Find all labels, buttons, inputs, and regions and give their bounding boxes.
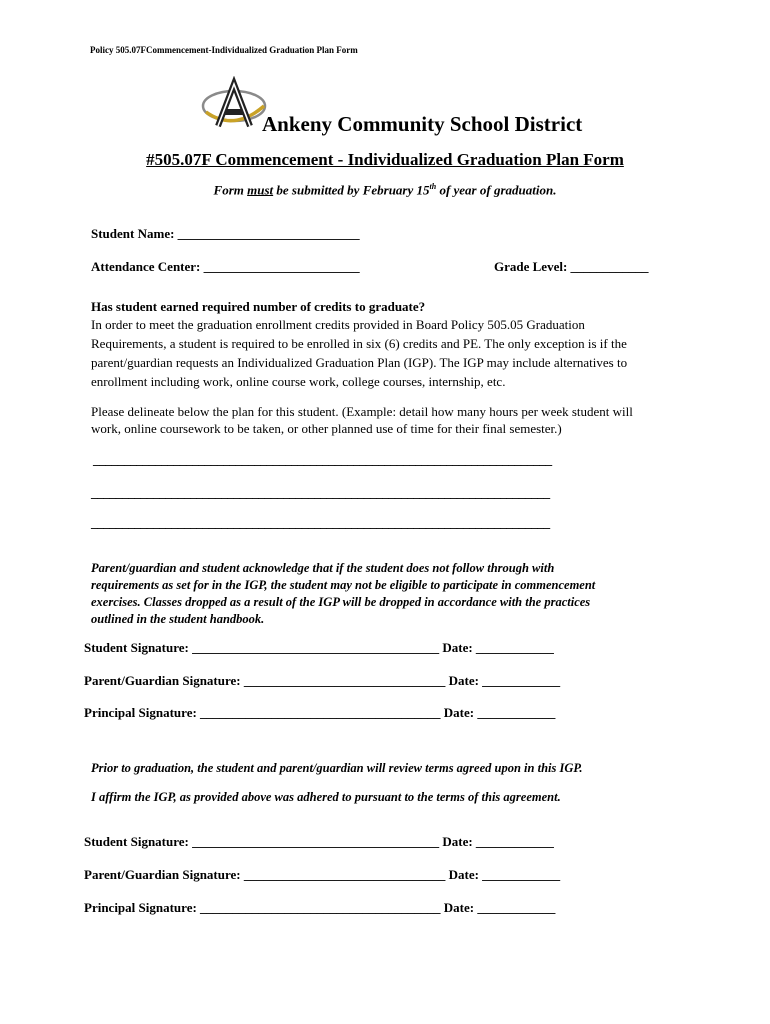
- plan-entry-line[interactable]: __________________________________________________________________________: [91, 485, 550, 500]
- deadline-note: Form must be submitted by February 15th of year of graduation.: [213, 182, 557, 198]
- delineate-instructions-line: Please delineate below the plan for this student. (Example: detail how many hours per week student will: [91, 404, 633, 419]
- district-name: Ankeny Community School District: [262, 112, 583, 136]
- grade-level-field[interactable]: Grade Level: ____________: [494, 259, 649, 274]
- review-statement: Prior to graduation, the student and parent/guardian will review terms agreed upon in this IGP.: [91, 761, 583, 775]
- parent-signature-field[interactable]: Parent/Guardian Signature: _______________________________ Date: ____________: [84, 867, 561, 882]
- acknowledgement-line: Parent/guardian and student acknowledge that if the student does not follow through with: [91, 561, 555, 575]
- plan-entry-line[interactable]: __________________________________________________________________________: [93, 452, 552, 467]
- student-signature-field[interactable]: Student Signature: ______________________________________ Date: ____________: [84, 834, 554, 849]
- district-logo: [200, 76, 268, 134]
- principal-signature-field[interactable]: Principal Signature: _____________________________________ Date: ____________: [84, 705, 556, 720]
- parent-signature-field[interactable]: Parent/Guardian Signature: _______________________________ Date: ____________: [84, 673, 561, 688]
- delineate-instructions-line: work, online coursework to be taken, or other planned use of time for their final semester.): [91, 421, 562, 436]
- credits-paragraph-line: Requirements, a student is required to be enrolled in six (6) credits and PE. The only exception is if the: [91, 336, 627, 351]
- attendance-center-field[interactable]: Attendance Center: ________________________: [91, 259, 360, 274]
- credits-paragraph-line: In order to meet the graduation enrollment credits provided in Board Policy 505.05 Graduation: [91, 317, 585, 332]
- principal-signature-field[interactable]: Principal Signature: _____________________________________ Date: ____________: [84, 900, 556, 915]
- acknowledgement-line: outlined in the student handbook.: [91, 612, 265, 626]
- plan-entry-line[interactable]: __________________________________________________________________________: [91, 515, 550, 530]
- policy-header-note: Policy 505.07FCommencement-Individualized Graduation Plan Form: [90, 45, 358, 55]
- acknowledgement-line: exercises. Classes dropped as a result of the IGP will be dropped in accordance with the practices: [91, 595, 591, 609]
- student-name-field[interactable]: Student Name: ____________________________: [91, 226, 360, 241]
- credits-paragraph-line: enrollment including work, online course work, college courses, internship, etc.: [91, 374, 506, 389]
- credits-question: Has student earned required number of credits to graduate?: [91, 299, 426, 314]
- credits-paragraph-line: parent/guardian requests an Individualized Graduation Plan (IGP). The IGP may include alternatives to: [91, 355, 628, 370]
- student-signature-field[interactable]: Student Signature: ______________________________________ Date: ____________: [84, 640, 554, 655]
- acknowledgement-line: requirements as set for in the IGP, the student may not be eligible to participate in commencement: [91, 578, 596, 592]
- form-title: #505.07F Commencement - Individualized Graduation Plan Form: [146, 150, 624, 169]
- affirm-statement: I affirm the IGP, as provided above was adhered to pursuant to the terms of this agreement.: [91, 790, 561, 804]
